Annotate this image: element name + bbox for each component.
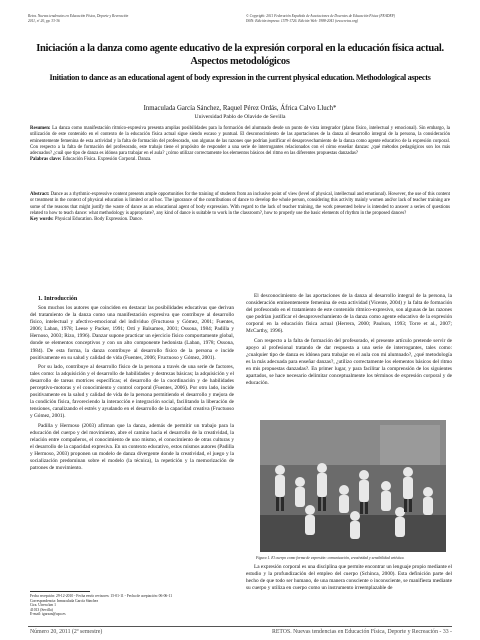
dancers-photo-image xyxy=(260,420,446,552)
resumen-text: La danza como manifestación rítmico-expresiva presenta amplias posibilidades para la formación del alumnado desde un punto de vista integrador (plano físico, intelectual y emocional). Sin embargo, la utilización de este contenido en el contexto de la educación física actual sigue siendo escaso y puntual. El desconocimiento de las aportaciones de la danza al desarrollo integral de la persona, la consideración eminentemente femenina de esta actividad y la falta de formación del profesorado, son algunas de las razones que podrían justificar el desaprovechamiento de la danza como agente educativo de la expresión corporal. Con respecto a la falta de formación del profesorado, este trabajo tiene el propósito de responder a una serie de interrogantes relacionados con el cómo enseñar danzas: ¿qué métodos pedagógicos son los más adecuados? ¿cuál que tipo de danza es idónea para trabajar en el aula? ¿cómo utilizar correctamente los elementos básicos del ritmo en las diferentes propuestas danzadas? xyxy=(30,126,450,157)
paragraph: El desconocimiento de las aportaciones de la danza al desarrollo integral de la persona, la consideración eminentemente femenina de esta actividad (Vicente, 2004) y la falta de formación del profesorado en el tratamiento de este contenido rítmico-expresivo, son algunas de las razones que podrían justificar el desaprovechamiento de la danza como agente educativo de la expresión corporal en la educación física actual (Herrera, 2000; Paulson, 1993; Torre et al., 2007; McCarthy, 1996). xyxy=(246,293,452,335)
paragraph: Por su lado, contribuye al desarrollo físico de la persona a través de una serie de factores, tales como: la adquisición y el desarrollo de habilidades y destrezas básicas; la adquisición y el desarrollo de tareas motrices específicas; el desarrollo de la coordinación y de habilidades perceptivo-motoras y el conocimiento y control corporal (Fuentes, 2006). Por otro lado, incide positivamente en la salud y calidad de vida de la persona permitiendo el desarrollo y mejora de la condición física, favoreciendo la interacción e integración social, facilitando la liberación de tensiones, canalizando el estrés y ayudando en el desarrollo de la capacidad creativa (Fructuoso y Gómez, 2001). xyxy=(30,363,234,420)
footnote-city: 41013 (Sevilla) xyxy=(30,607,53,612)
keywords: Physical Education. Body Expression. Dance. xyxy=(53,217,143,223)
footnote-dates: Fecha recepción: 29-12-2010 - Fecha envío revisores: 15-01-11 - Fecha de aceptación: 06-06-11 xyxy=(30,594,173,598)
footer-divider xyxy=(28,626,452,627)
affiliation: Universidad Pablo de Olavide de Sevilla xyxy=(194,114,286,120)
paragraph: Con respecto a la falta de formación del profesorado, el presente artículo pretende servir de apoyo al profesional tratando de dar respuesta a una serie de interrogantes, tales como: ¿cualquier tipo de danza es idónea para trabajar en el aula con mi alumnado?, ¿qué metodología es la más adecuada para enseñar danzas?, ¿utilizo correctamente los elementos básicos del ritmo en mis propuestas danzadas?. En primer lugar, y para facilitar la comprensión de los siguientes apartados, se hace necesario delimitar conceptualmente los términos de expresión corporal y de educación. xyxy=(246,337,452,387)
title-spanish: Iniciación a la danza como agente educativo de la expresión corporal en la educación física actual. Aspectos metodológicos xyxy=(36,43,444,67)
issn-line: ISSN: Edición impresa: 1579-1726. Edición Web: 1988-2041 (www.retos.org) xyxy=(246,18,358,23)
palabras-clave: Educación Física. Expresión Corporal. Danza. xyxy=(61,157,152,163)
title-english: Initiation to dance as an educational agent of body expression in the current physical education. Methodological aspects xyxy=(49,73,431,82)
copyright-line: © Copyright: 2011 Federación Española de Asociaciones de Docentes de Educación Física (FEADEF) xyxy=(246,14,396,18)
author-list: Inmaculada García Sánchez, Raquel Pérez Ordás, África Calvo Lluch* xyxy=(143,105,337,112)
journal-name: Retos. Nuevas tendencias en Educación Física, Deporte y Recreación xyxy=(28,14,129,18)
figure-photo xyxy=(260,420,446,552)
abstract-label: Abstract: xyxy=(30,192,50,197)
right-column-top xyxy=(246,293,452,389)
footnote-correspondence: Correspondencia: Inmaculada García Sánchez xyxy=(30,598,99,603)
palabras-clave-label: Palabras clave: xyxy=(30,157,62,163)
abstract-block xyxy=(30,192,450,223)
footnote-divider xyxy=(30,591,90,592)
resumen-label: Resumen: xyxy=(30,126,51,131)
paragraph: Padilla y Hermoso (2003) afirman que la danza, además de permitir un trabajo para la educación del cuerpo y del movimiento, abre el camino hacia el desarrollo de la creatividad, la relación entre compañeros, el conocimiento de uno mismo, el conocimiento de otras culturas y el desarrollo de la capacidad expresiva. En un contexto educativo, estos mismos autores (Padilla y Hermoso, 2003) proponen un modelo de danza divergente donde la creatividad, el juego y la socialización predominan sobre el modelo (la técnica), la repetición y la memorización de patrones de movimiento. xyxy=(30,422,235,472)
figure-caption: Figura 1. El cuerpo como forma de expresión: comunicación, creatividad y sensibilidad artística. xyxy=(256,556,405,560)
paragraph: La expresión corporal es una disciplina que permite encontrar un lenguaje propio mediante el estudio y la profundización del empleo del cuerpo (Schinca, 2000). Esta definición parte del hecho de que todo ser humano, de una manera consciente o inconsciente, se manifiesta mediante su cuerpo y utiliza en cuerpo como un instrumento irreemplazable de xyxy=(246,564,452,592)
section-heading: 1. Introducción xyxy=(38,296,78,302)
journal-issue: 2011, nº 20, pp. 33-36 xyxy=(28,18,60,23)
running-header-right xyxy=(246,14,456,23)
footnote-email: E-mail: igarsan@upo.es xyxy=(30,612,66,617)
footnote-address: Ctra. Utrera km 1 xyxy=(30,603,57,608)
running-header-left xyxy=(28,14,218,23)
right-column-bottom xyxy=(246,564,452,594)
footer-issue: Número 20, 2011 (2º semestre) xyxy=(30,629,103,635)
abstract-text: Dance as a rhythmic-expressive content presents ample opportunities for the training of students from an inclusive point of view (level of physical, intellectual and emotional). However, the use of this content or treatment in the context of physical education is limited or ad hoc. The ignorance of the contributions of dance to develop the whole person, considering this activity mainly women and/or lack of teacher training are some of the reasons that might justify the waste of dance as an educational agent of body expression. With regard to the lack of teacher training, the work presented below is intended to answer a series of questions related to how to teach dance: what methodology is appropriate?, any kind of dance is suitable to work in the classroom?, how to properly use the basic elements of rhythm in the proposed dances? xyxy=(30,192,450,216)
keywords-label: Key words: xyxy=(30,217,54,223)
resumen-block xyxy=(30,126,450,164)
left-column xyxy=(30,305,234,474)
footnote xyxy=(30,594,230,617)
footer-journal-page: RETOS. Nuevas tendencias en Educación Física, Deporte y Recreación - 33 - xyxy=(271,629,452,635)
paragraph: Son muchos los autores que coinciden en destacar las posibilidades educativas que derivan del tratamiento de la danza como una manifestación expresiva que contribuye al desarrollo físico, intelectual y afectivo-emocional del individuo (Fructuoso y Gómez, 2001; Fuentes, 2006; Laban, 1978; Leese y Packer, 1991; Ortí y Balsameo, 2001; Ossona, 1984; Padilla y Hernoso, 2003; Rizo, 1996). Danzar supone practicar un ejercicio físico comportamente global, donde se elementos conceptivos y con un alto componente hedonista (Laban, 1978; Ossona, 1984). De esta forma, la danza contribuye al desarrollo físico de la persona e incide positivamente en su salud y calidad de vida (Fuentes, 2006; Fructuoso y Gómez, 2001). xyxy=(30,305,234,361)
